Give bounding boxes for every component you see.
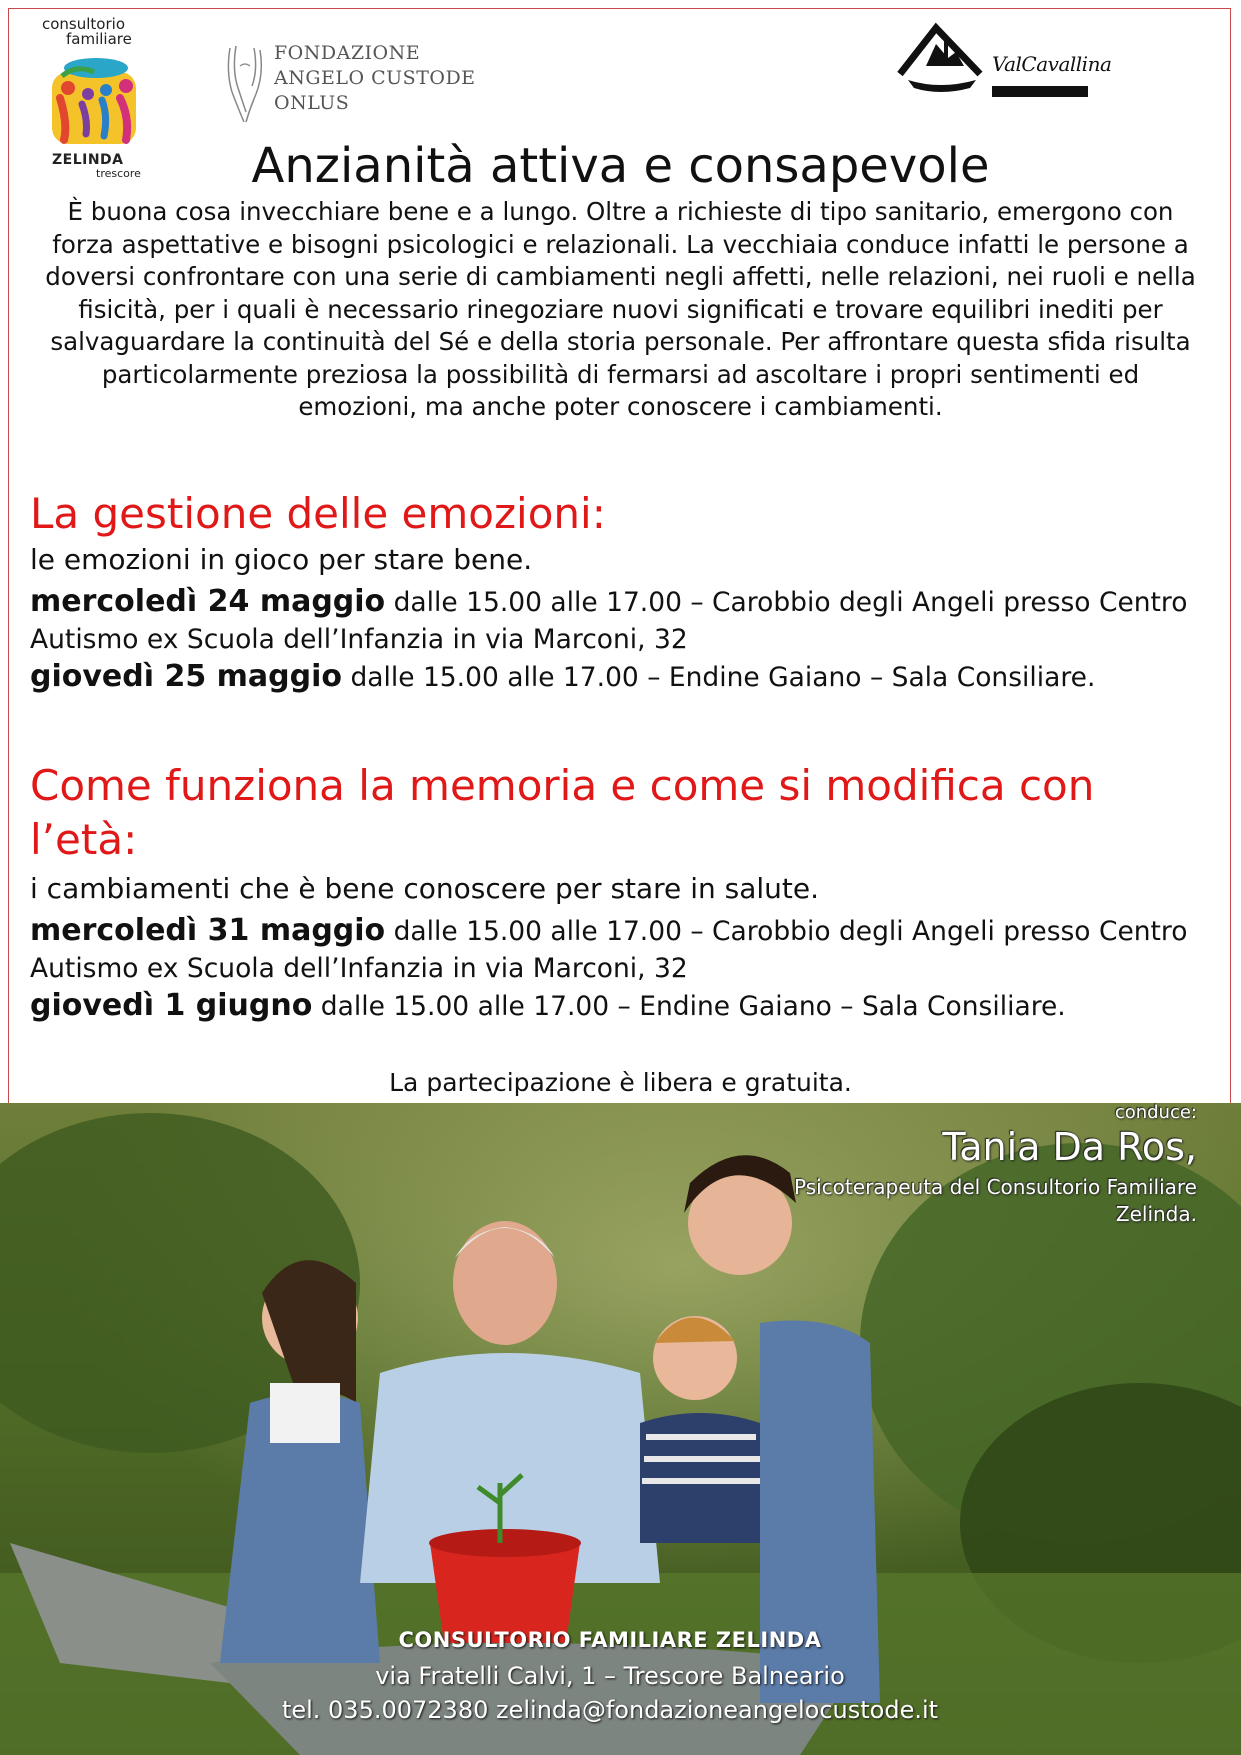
participation-note: La partecipazione è libera e gratuita.: [389, 1068, 852, 1097]
family-logo-icon: [46, 54, 146, 148]
event-date: giovedì 1 giugno: [30, 988, 313, 1023]
zelinda-logo-place: trescore: [96, 167, 141, 180]
footer-org: CONSULTORIO FAMILIARE ZELINDA: [398, 1628, 822, 1652]
event-item: [30, 583, 1190, 658]
event-item: [30, 912, 1190, 987]
fondazione-line1: FONDAZIONE: [274, 42, 421, 64]
section-subtitle-memoria: i cambiamenti che è bene conoscere per stare in salute.: [30, 872, 819, 905]
speaker-role: Psicoterapeuta del Consultorio Familiare Zelinda.: [794, 1175, 1197, 1226]
zelinda-logo-line2: familiare: [66, 30, 132, 48]
fondazione-line3: ONLUS: [274, 92, 350, 114]
event-details: dalle 15.00 alle 17.00 – Endine Gaiano – Sala Consiliare.: [312, 991, 1066, 1022]
fondazione-line2: ANGELO CUSTODE: [274, 67, 476, 89]
event-details: dalle 15.00 alle 17.00 – Carobbio degli Angeli presso Centro Autismo ex Scuola dell’Infanzia in via Marconi, 32: [30, 587, 1188, 655]
intro-paragraph: È buona cosa invecchiare bene e a lungo. Oltre a richieste di tipo sanitario, emergono con forza aspettative e bisogni psicologici e relazionali. La vecchiaia conduce infatti le persone a doversi confrontare con una serie di cambiamenti negli affetti, nelle relazioni, nei ruoli e nella fisicità, per i quali è necessario rinegoziare nuovi significati e trovare equilibri inediti per salvaguardare la continuità del Sé e della storia personale. Per affrontare questa sfida risulta particolarmente preziosa la possibilità di fermarsi ad ascoltare i propri sentimenti ed emozioni, ma anche poter conoscere i cambiamenti.: [45, 197, 1196, 421]
hands-icon: [222, 42, 268, 124]
event-item: [30, 987, 1190, 1025]
zelinda-logo-name: ZELINDA: [52, 152, 124, 168]
event-details: dalle 15.00 alle 17.00 – Endine Gaiano – Sala Consiliare.: [342, 662, 1096, 693]
event-date: mercoledì 31 maggio: [30, 913, 386, 948]
zelinda-logo-line1: consultorio: [42, 15, 125, 33]
valcavallina-logo: [896, 22, 1112, 102]
footer-address: via Fratelli Calvi, 1 – Trescore Balneario: [375, 1662, 845, 1690]
speaker-name: Tania Da Ros,: [942, 1125, 1197, 1169]
footer-contact: tel. 035.0072380 zelinda@fondazioneangelocustode.it: [281, 1696, 939, 1724]
section-title-memoria: Come funziona la memoria e come si modifica con l’età:: [30, 761, 1095, 864]
section-subtitle-emozioni: le emozioni in gioco per stare bene.: [30, 543, 533, 576]
event-details: dalle 15.00 alle 17.00 – Carobbio degli Angeli presso Centro Autismo ex Scuola dell’Infanzia in via Marconi, 32: [30, 916, 1188, 984]
section-title-emozioni: La gestione delle emozioni:: [30, 489, 606, 538]
event-date: mercoledì 24 maggio: [30, 584, 386, 619]
event-item: [30, 658, 1190, 696]
valcavallina-bar: [992, 86, 1088, 97]
mountain-boat-icon: [896, 22, 984, 94]
valcavallina-text: ValCavallina: [992, 52, 1112, 76]
page-title: Anzianità attiva e consapevole: [251, 138, 990, 194]
speaker-label: conduce:: [1114, 1102, 1197, 1123]
event-date: giovedì 25 maggio: [30, 659, 343, 694]
fondazione-logo: [222, 40, 482, 124]
